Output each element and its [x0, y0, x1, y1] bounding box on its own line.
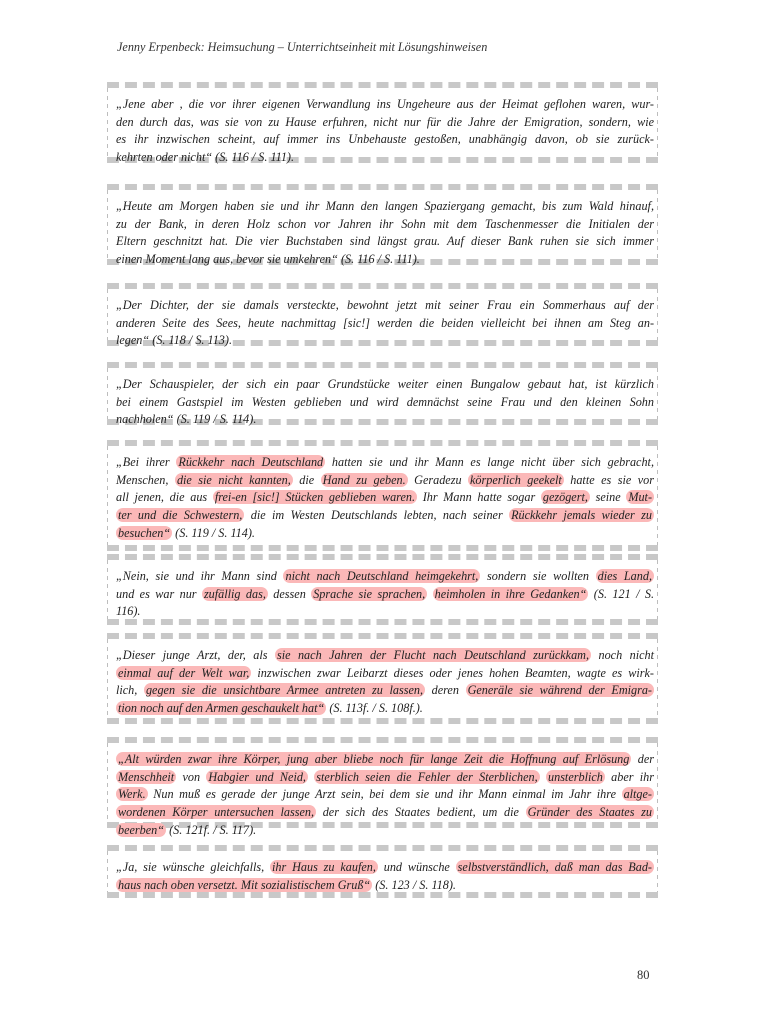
text-segment: „Jene aber , die vor ihrer eigenen Verwandlung ins Ungeheure aus der Heimat geflohen waren, wur- [116, 97, 654, 111]
text-segment: der sich des Staates bedient, um die [316, 805, 526, 820]
quote-box [107, 362, 658, 425]
quote-box [107, 737, 658, 837]
highlighted-phrase: gegen sie die unsichtbare Armee antreten zu lassen, [145, 683, 424, 698]
quote-line [116, 198, 654, 216]
highlighted-phrase: zufällig das, [203, 586, 266, 601]
quote-line [116, 376, 654, 394]
text-segment: „Dieser junge Arzt, der, als [116, 648, 275, 662]
quote-line [116, 525, 654, 543]
highlighted-phrase: nicht nach Deutschland heimgekehrt, [285, 569, 479, 583]
quote-line [116, 489, 654, 507]
text-segment: den durch das, was sie von zu Hause erfuhren, nicht nur für die Jahre der Emigration, sondern, wie [116, 114, 654, 129]
text-segment: inzwischen zwar Leibarzt dieses oder jenes hohen Beamten, wagte es wirk- [251, 665, 654, 680]
quote-line [116, 96, 654, 114]
quote-box [107, 440, 658, 551]
text-segment: einen Moment lang aus, bevor sie umkehren“ (S. 116 / S. 111). [116, 252, 420, 267]
highlighted-phrase: Generäle sie während der Emigra- [467, 683, 652, 698]
text-segment: „Bei ihrer [116, 455, 177, 469]
text-segment: dessen [267, 586, 312, 601]
highlighted-phrase: Habgier und Neid, [208, 769, 306, 784]
text-segment: (S. 121f. / S. 117). [166, 822, 257, 837]
text-segment: zu der Bank, in deren Holz schon vor Jahren ihr Sohn mit dem Taschenmesser die Initialen der [116, 216, 654, 231]
highlighted-phrase: körperlich geekelt [470, 472, 562, 487]
quote-line [116, 114, 654, 132]
highlighted-phrase: Gründer des Staates zu [527, 805, 652, 820]
text-segment: es ihr inzwischen scheint, auf immer ins Unbehauste gestoßen, unabhängig davon, ob sie zurück- [116, 132, 654, 147]
highlighted-phrase: einmal auf der Welt war, [118, 665, 250, 680]
text-segment: seine [589, 490, 627, 505]
highlighted-phrase: dies Land, [597, 569, 653, 583]
highlighted-phrase: Menschheit [118, 769, 175, 784]
highlighted-phrase: ter und die Schwestern, [118, 508, 243, 523]
text-segment: Nun muß es gerade der junge Arzt sein, bei dem sie und ihr Mann einmal im Jahr ihre [147, 787, 622, 802]
text-segment: noch nicht [591, 648, 654, 662]
quote-line [116, 149, 654, 167]
quote-text [116, 376, 654, 429]
highlighted-phrase: Rückkehr jemals wieder zu [511, 508, 652, 523]
text-segment: und wünsche [377, 860, 456, 874]
text-segment: hatten sie und ihr Mann es lange nicht über sich gebracht, [325, 455, 654, 469]
quote-line [116, 394, 654, 412]
highlighted-phrase: Rückkehr nach Deutschland [178, 455, 324, 469]
text-segment: nachholen“ (S. 119 / S. 114). [116, 412, 257, 427]
document-header: Jenny Erpenbeck: Heimsuchung – Unterrichtseinheit mit Lösungshinweisen [117, 40, 488, 54]
quote-line [116, 233, 654, 251]
quote-line [116, 507, 654, 525]
quote-line [116, 586, 654, 604]
text-segment: die im Westen Deutschlands lebten, nach seiner [244, 508, 510, 523]
highlighted-phrase: tion noch auf den Armen geschaukelt hat“ [118, 701, 325, 716]
highlighted-phrase: Mut- [628, 490, 653, 505]
highlighted-phrase: Hand zu geben. [322, 472, 406, 487]
quote-box [107, 554, 658, 625]
quote-line [116, 568, 654, 586]
text-segment: von [176, 769, 207, 784]
text-segment: Eltern geschnitzt hat. Die vier Buchstaben sind längst grau. Auf dieser Bank ruhen sie sich immer [116, 234, 654, 249]
quote-text [116, 859, 654, 894]
highlighted-phrase: heimholen in ihre Gedanken“ [434, 586, 587, 601]
text-segment: lich, [116, 683, 144, 698]
quote-line [116, 332, 654, 350]
quote-line [116, 472, 654, 490]
quote-text [116, 297, 654, 350]
quote-text [116, 198, 654, 269]
highlighted-phrase: besuchen“ [118, 525, 171, 540]
text-segment: (S. 123 / S. 118). [372, 877, 456, 892]
text-segment: und es war nur [116, 586, 202, 601]
quote-text [116, 751, 654, 840]
highlighted-phrase: gezögert, [542, 490, 588, 505]
quote-line [116, 786, 654, 804]
text-segment: „Heute am Morgen haben sie und ihr Mann den langen Spaziergang gemacht, bis zum Wald hinauf, [116, 199, 654, 213]
quote-box [107, 633, 658, 724]
quote-line [116, 859, 654, 877]
highlighted-phrase: sterblich seien die Fehler der Sterblichen, [316, 769, 538, 784]
quote-line [116, 411, 654, 429]
highlighted-phrase: ihr Haus zu kaufen, [272, 860, 376, 874]
text-segment: „Ja, sie wünsche gleichfalls, [116, 860, 271, 874]
quote-box [107, 845, 658, 898]
quote-line [116, 877, 654, 895]
highlighted-phrase: die sie nicht kannten, [176, 472, 291, 487]
quote-line [116, 665, 654, 683]
highlighted-phrase: unsterblich [548, 769, 603, 784]
quote-line [116, 804, 654, 822]
quote-line [116, 647, 654, 665]
highlighted-phrase: haus nach oben versetzt. Mit sozialistischem Gruß“ [118, 877, 371, 892]
highlighted-phrase: selbstverständlich, daß man das Bad- [457, 860, 652, 874]
quote-line [116, 131, 654, 149]
text-segment: 116). [116, 604, 141, 619]
text-segment: legen“ (S. 118 / S. 113). [116, 333, 232, 348]
quote-line [116, 822, 654, 840]
quote-line [116, 251, 654, 269]
quote-text [116, 647, 654, 718]
text-segment: aber ihr [604, 769, 655, 784]
text-segment: der [631, 752, 654, 766]
text-segment: all jenen, die aus [116, 490, 213, 505]
highlighted-phrase: Sprache sie sprachen, [313, 586, 426, 601]
quote-line [116, 682, 654, 700]
quote-line [116, 216, 654, 234]
quote-box [107, 82, 658, 163]
page-number: 80 [637, 968, 650, 982]
highlighted-phrase: beerben“ [118, 822, 165, 837]
quote-line [116, 700, 654, 718]
text-segment [427, 587, 432, 601]
quote-text [116, 96, 654, 167]
quote-line [116, 297, 654, 315]
text-segment: „Der Dichter, der sie damals versteckte, bewohnt jetzt mit seiner Frau ein Sommerhaus auf der [116, 298, 654, 312]
quote-line [116, 315, 654, 333]
text-segment: bei einem Gastspiel im Westen geblieben und wird demnächst seine Frau und den kleinen Sohn [116, 394, 654, 409]
quote-line [116, 751, 654, 769]
text-segment: Menschen, [116, 472, 175, 487]
text-segment: die [292, 472, 321, 487]
quote-text [116, 568, 654, 621]
highlighted-phrase: „Alt würden zwar ihre Körper, jung aber bliebe noch für lange Zeit die Hoffnung auf Erlösung [118, 752, 630, 766]
quote-line [116, 454, 654, 472]
text-segment: (S. 113f. / S. 108f.). [326, 701, 423, 716]
quote-box [107, 283, 658, 346]
quote-box [107, 184, 658, 265]
highlighted-phrase: wordenen Körper untersuchen lassen, [118, 805, 314, 820]
quote-line [116, 769, 654, 787]
quote-text [116, 454, 654, 543]
text-segment: Ihr Mann hatte sogar [417, 490, 541, 505]
text-segment: sondern sie wollten [480, 569, 596, 583]
text-segment: (S. 121 / S. [588, 586, 655, 601]
highlighted-phrase: altge- [623, 787, 652, 802]
text-segment: kehrten oder nicht“ (S. 116 / S. 111). [116, 150, 295, 165]
text-segment: (S. 119 / S. 114). [172, 525, 255, 540]
highlighted-phrase: sie nach Jahren der Flucht nach Deutschland zurückkam, [276, 648, 590, 662]
text-segment: „Nein, sie und ihr Mann sind [116, 569, 284, 583]
highlighted-phrase: frei-en [sic!] Stücken geblieben waren. [214, 490, 416, 505]
text-segment: „Der Schauspieler, der sich ein paar Grundstücke weiter einen Bungalow gebaut hat, ist kürzlich [116, 377, 654, 391]
text-segment: hatte es sie vor [563, 472, 654, 487]
quote-line [116, 603, 654, 621]
highlighted-phrase: Werk. [118, 787, 146, 802]
text-segment: Geradezu [407, 472, 469, 487]
text-segment: deren [425, 683, 466, 698]
text-segment: anderen Seite des Sees, heute nachmittag [sic!] werden die beiden vielleicht bei ihnen am Steg an- [116, 315, 654, 330]
